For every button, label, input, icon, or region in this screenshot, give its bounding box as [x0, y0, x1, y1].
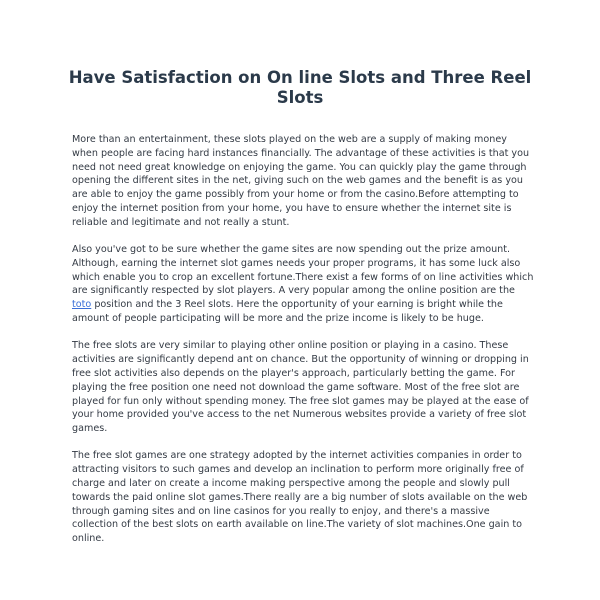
paragraph-2-text-after-link: position and the 3 Reel slots. Here the opportunity of your earning is bright while the amount of people participating will be more and the prize income is likely to be huge.: [72, 299, 503, 325]
paragraph-2-text-before-link: Also you've got to be sure whether the game sites are now spending out the prize amount. Although, earning the internet slot games needs your proper programs, it has some luck also which enable you to crop an excellent fortune.There exist a few forms of on line activities which are significantly respected by slot players. A very popular among the online position are the: [72, 244, 534, 297]
article-title: Have Satisfaction on On line Slots and Three Reel Slots: [68, 68, 532, 107]
paragraph-4: The free slot games are one strategy adopted by the internet activities companies in order to attracting visitors to such games and develop an inclination to perform more originally free of charge and later on create a income making perspective among the people and slowly pull towards the paid online slot games.There really are a big number of slots available on the web through gaming sites and on line casinos for you really to enjoy, and there's a massive collection of the best slots on earth available on line.The variety of slot machines.One gain to online.: [72, 450, 528, 545]
paragraph-3: The free slots are very similar to playing other online position or playing in a casino. These activities are significantly depend ant on chance. But the opportunity of winning or dropping in free slot activities also depends on the player's approach, particularly betting the game. For playing the free position one need not download the game software. Most of the free slot are played for fun only without spending money. The free slot games may be played at the ease of your home provided you've access to the net Numerous websites provide a variety of free slot games.: [72, 340, 529, 435]
article-body: [72, 133, 534, 560]
toto-link[interactable]: toto: [72, 299, 92, 311]
paragraph-2: [72, 243, 534, 326]
paragraph-1: More than an entertainment, these slots played on the web are a supply of making money when people are facing hard instances financially. The advantage of these activities is that you need not need great knowledge on enjoying the game. You can quickly play the game through opening the different sites in the net, giving such on the web games and the benefit is as you are able to enjoy the game possibly from your home or from the casino.Before attempting to enjoy the internet position from your home, you have to ensure whether the internet site is reliable and legitimate and not really a stunt.: [72, 134, 530, 228]
